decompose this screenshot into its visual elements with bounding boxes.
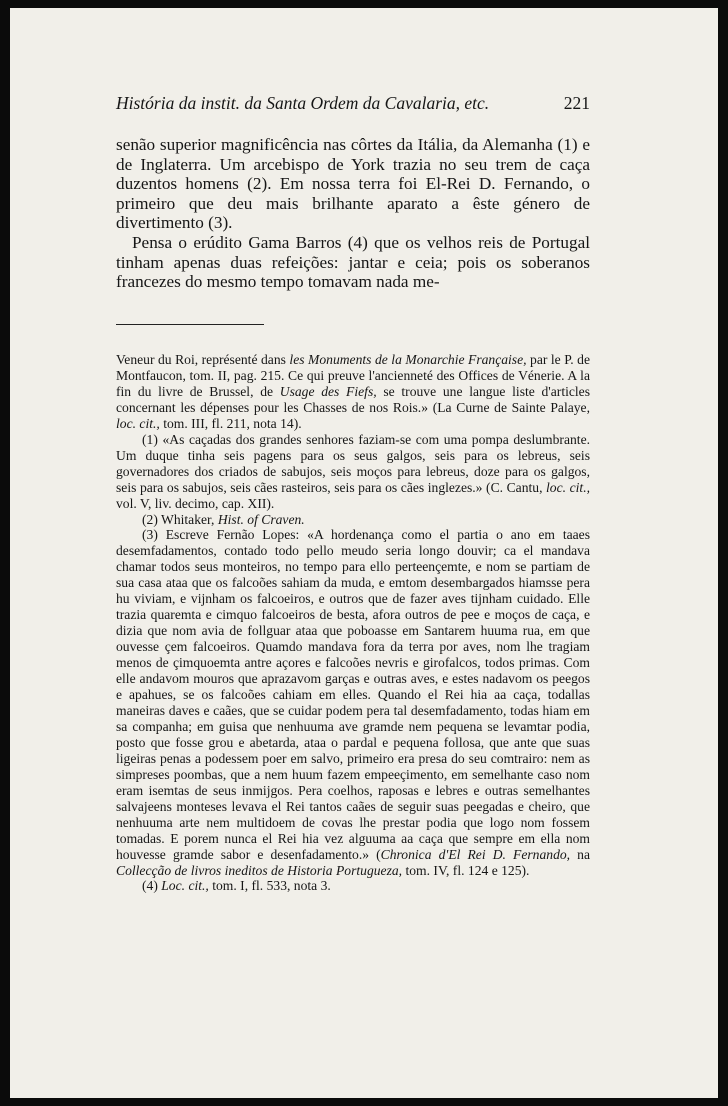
- footnote-separator: [116, 324, 264, 325]
- main-text: [116, 135, 590, 292]
- footnotes: [116, 352, 590, 894]
- paragraph: Pensa o erúdito Gama Barros (4) que os velhos reis de Portugal tinham apenas duas refeições: jantar e ceia; pois os soberanos francezes do mesmo tempo tomavam nada me-: [116, 232, 590, 292]
- page-number: 221: [563, 93, 590, 113]
- paragraph: senão superior magnificência nas côrtes da Itália, da Alemanha (1) e de Inglaterra. Um arcebispo de York trazia no seu trem de caça duzentos homens (2). Em nossa terra foi El-Rei D. Fernando, o primeiro que deu mais brilhante aparato a êste género de divertimento (3).: [116, 135, 590, 233]
- footnote-continuation: Veneur du Roi, représenté dans les Monuments de la Monarchie Française, par le P. de Montfaucon, tom. II, pag. 215. Ce qui preuve l'ancienneté des Offices de Vénerie. A la fin du livre de Brussel, de Usage des Fiefs, se trouve une langue liste d'articles concernant les dépenses pour les Chasses de nos Rois.» (La Curne de Sainte Palaye, loc. cit., tom. III, fl. 211, nota 14).: [116, 352, 591, 431]
- footnote-1: (1) «As caçadas dos grandes senhores faziam-se com uma pompa deslumbrante. Um duque tinha seis pagens para os seus galgos, seis para os lebreus, seis governadores dos criados de sabujos, seis moços para lebreus, doze para os galgos, seis para os sabujos, seis cães rasteiros, seis para os cães inglezes.» (C. Cantu, loc. cit., vol. V, liv. decimo, cap. XII).: [116, 431, 590, 511]
- footnote-4: (4) Loc. cit., tom. I, fl. 533, nota 3.: [142, 878, 331, 894]
- running-header: [116, 92, 590, 114]
- footnote-2: (2) Whitaker, Hist. of Craven.: [142, 511, 305, 527]
- running-title: História da instit. da Santa Ordem da Cavalaria, etc.: [116, 93, 490, 113]
- footnote-3: (3) Escreve Fernão Lopes: «A hordenança como el partia o ano em taaes desemfadamentos, contado todo pello meudo seria longo douvir; ca el mandava chamar todos seus monteiros, no tempo para ello perteençemte, e nom se partiam de sua casa ataa que os falcoões sahiam da muda, e emtom desembargados hiamsse pera hu viviam, e vijnham os falcoeiros, e outros que de fazer aves tijnham cuidado. Elle trazia quaremta e cimquo falcoeiros de besta, afora outros de pee e moços de caça, e dizia que nom avia de follguar ataa que poboasse em Santarem huuma rua, em que ouvesse çem falcoeiros. Quamdo mandava fora da terra por aves, nom lhe tragiam menos de çimquoemta antre açores e falcoões nevris e girofalcos, todos primas. Com elle andavom mouros que aprazavom garças e outras aves, e estes nadavom os peegos e apahues, se os falcoões cahiam em elles. Quando el Rei hia aa caça, todallas maneiras daves e caães, que se cuidar podem pera tal desemfadamento, todas hiam em sa companha; em guisa que nenhuuma ave gramde nem pequena se levamtar podia, posto que fosse grou e abetarda, ataa o pardal e pequena follosa, que ante que suas ligeiras penas a podessem poer em salvo, primeiro era presa do seu comtrairo: nem as simpreses poombas, que a nem huum fazem empeeçimento, em semelhante caso nom eram isemtas de seus inmijgos. Pera coelhos, raposas e lebres e outras semelhantes salvajeens monteses levava el Rei tantos caães de seguir suas peegadas e cheiro, que nenhuuma arte nem multidoem de covas lhe prestar podia que logo nom fossem tomadas. E porem nunca el Rei hia vez alguuma aa caça que sempre em ella nom houvesse gramde sabor e desenfadamento.» (Chronica d'El Rei D. Fernando, na Collecção de livros ineditos de Historia Portugueza, tom. IV, fl. 124 e 125).: [116, 527, 590, 878]
- book-page: [10, 8, 718, 1098]
